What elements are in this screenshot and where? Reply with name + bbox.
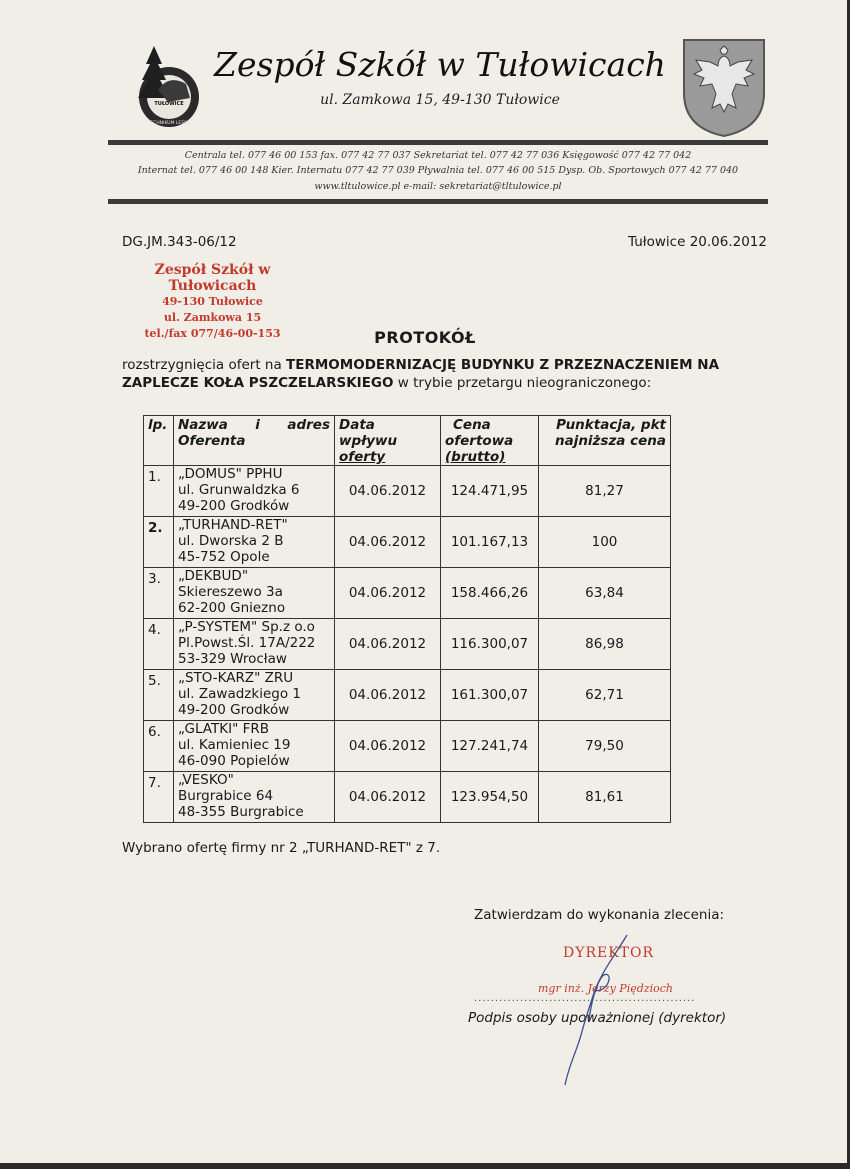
row-score: 79,50: [539, 721, 671, 772]
row-offerer: [174, 721, 335, 772]
table-row: [144, 619, 671, 670]
result-statement: Wybrano ofertę firmy nr 2 „TURHAND-RET" z 7.: [122, 840, 441, 856]
row-date: 04.06.2012: [335, 517, 441, 568]
offerer-name: „DEKBUD": [178, 568, 249, 584]
table-header-row: [144, 416, 671, 466]
row-lp: 4.: [144, 619, 174, 670]
offerer-name: „GLATKI" FRB: [178, 721, 269, 737]
offerer-street: ul. Dworska 2 B: [178, 533, 284, 549]
header-lp: lp.: [144, 416, 174, 466]
offerer-name: „VESKO": [178, 772, 234, 788]
contact-line-2: Internat tel. 077 46 00 148 Kier. Internatu 077 42 77 039 Pływalnia tel. 077 46 00 515 Dysp. Ob. Sportowych 077 42 77 040: [137, 165, 739, 176]
contact-line-3: www.tltulowice.pl e-mail: sekretariat@tltulowice.pl: [314, 181, 562, 192]
row-score: 62,71: [539, 670, 671, 721]
table-row: [144, 721, 671, 772]
table-row: [144, 772, 671, 823]
row-lp: 2.: [144, 517, 174, 568]
intro-suffix: w trybie przetargu nieograniczonego:: [393, 375, 652, 391]
table-row: [144, 568, 671, 619]
director-stamp-name: mgr inż. Jerzy Piędzioch: [538, 982, 673, 995]
header-name-b: i: [255, 417, 260, 433]
row-date: 04.06.2012: [335, 772, 441, 823]
header-price-a: Cena: [453, 417, 491, 433]
signature-caption: Podpis osoby upoważnionej (dyrektor): [468, 1010, 727, 1026]
row-offerer: [174, 670, 335, 721]
row-offerer: [174, 568, 335, 619]
header-name-a: Nazwa: [178, 417, 228, 433]
logo-text-top: TUŁOWICE: [154, 101, 184, 107]
row-price: 161.300,07: [441, 670, 539, 721]
scan-edge-bottom: [0, 1163, 850, 1169]
header-date-b: wpływu: [339, 433, 398, 449]
contact-line-1: Centrala tel. 077 46 00 153 fax. 077 42 77 037 Sekretariat tel. 077 42 77 036 Księgowość 077 42 77 042: [184, 150, 692, 161]
offerer-street: ul. Kamieniec 19: [178, 737, 291, 753]
intro-paragraph: [122, 356, 772, 392]
handwritten-signature-icon: [555, 930, 645, 1090]
row-lp: 3.: [144, 568, 174, 619]
row-lp: 7.: [144, 772, 174, 823]
table-row: [144, 670, 671, 721]
row-score: 81,27: [539, 466, 671, 517]
offerer-city: 49-200 Grodków: [178, 498, 290, 514]
offerer-street: Pl.Powst.Śl. 17A/222: [178, 635, 316, 651]
table-row: [144, 517, 671, 568]
place-date: Tułowice 20.06.2012: [628, 234, 767, 250]
header-score-a: Punktacja, pkt: [556, 417, 666, 433]
row-offerer: [174, 466, 335, 517]
offerer-street: ul. Zawadzkiego 1: [178, 686, 301, 702]
director-stamp-title: DYREKTOR: [563, 945, 655, 961]
header-name: [174, 416, 335, 466]
row-lp: 1.: [144, 466, 174, 517]
offerer-name: „STO-KARZ" ZRU: [178, 670, 294, 686]
row-date: 04.06.2012: [335, 619, 441, 670]
row-lp: 5.: [144, 670, 174, 721]
row-offerer: [174, 517, 335, 568]
row-price: 101.167,13: [441, 517, 539, 568]
row-price: 127.241,74: [441, 721, 539, 772]
offerer-city: 49-200 Grodków: [178, 702, 290, 718]
offerer-city: 46-090 Popielów: [178, 753, 290, 769]
intro-prefix: rozstrzygnięcia ofert na: [122, 357, 287, 373]
offerer-city: 45-752 Opole: [178, 549, 270, 565]
offerer-name: „P-SYSTEM" Sp.z o.o: [178, 619, 315, 635]
offerer-street: ul. Grunwaldzka 6: [178, 482, 300, 498]
header-score: [539, 416, 671, 466]
row-date: 04.06.2012: [335, 670, 441, 721]
row-date: 04.06.2012: [335, 466, 441, 517]
header-date: [335, 416, 441, 466]
header-divider-top: [108, 140, 768, 145]
stamp-line-4: tel./fax 077/46-00-153: [144, 327, 281, 340]
document-number: DG.JM.343-06/12: [122, 234, 237, 250]
school-name: Zespół Szkół w Tułowicach: [214, 45, 666, 84]
header-score-b: najniższa cena: [554, 433, 666, 449]
offerer-city: 62-200 Gniezno: [178, 600, 286, 616]
row-date: 04.06.2012: [335, 568, 441, 619]
header-price-b: ofertowa: [445, 433, 514, 449]
stamp-line-2: 49-130 Tułowice: [162, 295, 263, 308]
header-name-c: adres: [287, 417, 330, 433]
offerer-city: 53-329 Wrocław: [178, 651, 287, 667]
stamp-line-3: ul. Zamkowa 15: [163, 311, 262, 324]
row-price: 116.300,07: [441, 619, 539, 670]
row-price: 124.471,95: [441, 466, 539, 517]
table-row: [144, 466, 671, 517]
stamp-line-1: Zespół Szkół w Tułowicach: [154, 262, 271, 294]
signature-line: .....................................................: [474, 993, 696, 1004]
header-date-a: Data: [339, 417, 375, 433]
offerer-street: Skiereszewo 3a: [178, 584, 283, 600]
header-price-c: (brutto): [445, 449, 506, 465]
offerer-name: „DOMUS" PPHU: [178, 466, 283, 482]
school-address: ul. Zamkowa 15, 49-130 Tułowice: [320, 92, 560, 108]
row-score: 100: [539, 517, 671, 568]
row-score: 81,61: [539, 772, 671, 823]
logo-text-bottom: TECHNIKUM LEŚNE: [147, 121, 191, 126]
header-date-c: oferty: [339, 449, 386, 465]
offerer-city: 48-355 Burgrabice: [178, 804, 304, 820]
header-name-d: Oferenta: [178, 433, 246, 449]
document-title: PROTOKÓŁ: [374, 328, 476, 347]
row-score: 63,84: [539, 568, 671, 619]
row-score: 86,98: [539, 619, 671, 670]
row-offerer: [174, 772, 335, 823]
row-lp: 6.: [144, 721, 174, 772]
offerer-name: „TURHAND-RET": [178, 517, 288, 533]
row-offerer: [174, 619, 335, 670]
row-price: 123.954,50: [441, 772, 539, 823]
header-price: [441, 416, 539, 466]
offers-table: [143, 415, 671, 823]
row-date: 04.06.2012: [335, 721, 441, 772]
approval-text: Zatwierdzam do wykonania zlecenia:: [474, 907, 725, 923]
eagle-crest-icon: [682, 38, 766, 138]
row-price: 158.466,26: [441, 568, 539, 619]
intro-subject: TERMOMODERNIZACJĘ BUDYNKU Z PRZEZNACZENIEM NA ZAPLECZE KOŁA PSZCZELARSKIEGO: [122, 357, 720, 391]
offerer-street: Burgrabice 64: [178, 788, 274, 804]
header-divider-bottom: [108, 199, 768, 204]
